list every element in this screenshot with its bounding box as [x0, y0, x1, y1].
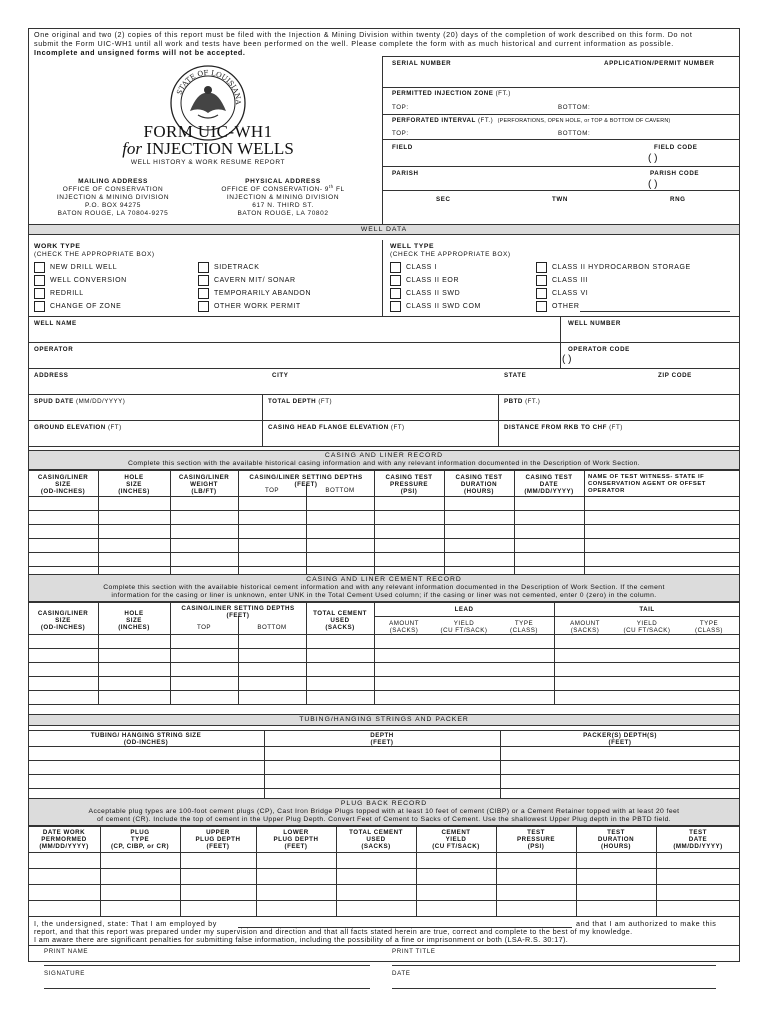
- hdr-unit: (FEET): [226, 612, 250, 620]
- class-ii-swd-com-label: CLASS II SWD COM: [406, 303, 481, 310]
- cert-line-1b: and that I am authorized to make this: [576, 919, 717, 928]
- cement-col-bottom: BOTTOM: [257, 624, 287, 631]
- physical-line-4: BATON ROUGE, LA 70802: [237, 210, 329, 217]
- hdr-text: PLUG DEPTH: [273, 836, 319, 844]
- signature-input[interactable]: [44, 988, 370, 989]
- mailing-line-4: BATON ROUGE, LA 70804-9275: [57, 210, 169, 217]
- class-ii-hydrocarbon-checkbox[interactable]: [536, 262, 547, 273]
- permitted-bottom-label: BOTTOM:: [558, 104, 591, 111]
- flange-elevation-unit: (FT): [390, 424, 405, 431]
- zip-label: ZIP CODE: [658, 372, 692, 379]
- date-label: DATE: [392, 970, 411, 977]
- parish-code-label: PARISH CODE: [650, 170, 700, 177]
- work-well-divider: [382, 240, 383, 316]
- state-label: STATE: [504, 372, 527, 379]
- rule: [382, 139, 740, 140]
- print-name-label: PRINT NAME: [44, 948, 89, 955]
- hdr-text: USED: [330, 617, 350, 625]
- hdr-text: SIZE: [55, 617, 71, 625]
- plug-title: PLUG BACK RECORD: [340, 800, 428, 807]
- casing-table: [28, 470, 740, 576]
- cavern-mit-checkbox[interactable]: [198, 275, 209, 286]
- casing-col-witness: [588, 474, 738, 494]
- hdr-unit: (FEET): [370, 739, 394, 747]
- signature-label: SIGNATURE: [44, 970, 86, 977]
- temporarily-abandon-label: TEMPORARILY ABANDON: [214, 290, 312, 297]
- tail-type: [678, 620, 740, 634]
- form-caption: WELL HISTORY & WORK RESUME REPORT: [130, 159, 286, 166]
- field-label: FIELD: [392, 144, 413, 151]
- cement-table: [28, 602, 740, 716]
- physical-line-3: 617 N. THIRD ST.: [252, 202, 314, 209]
- rule: [28, 446, 740, 447]
- cement-title: CASING AND LINER CEMENT RECORD: [306, 576, 462, 583]
- hdr-text: PRESSURE: [389, 481, 429, 489]
- total-depth-label: [268, 398, 332, 405]
- well-conversion-checkbox[interactable]: [34, 275, 45, 286]
- class-iii-label: CLASS III: [552, 277, 589, 284]
- mailing-line-3: P.O. BOX 94275: [85, 202, 141, 209]
- cement-col-total: [306, 610, 374, 631]
- casing-col-bottom: BOTTOM: [325, 487, 355, 494]
- casing-col-weight: [170, 474, 238, 495]
- tubing-table: [28, 730, 740, 800]
- lead-type: [494, 620, 554, 634]
- spud-date-unit: (MM/DD/YYYY): [76, 398, 126, 405]
- tubing-col-depth: [264, 732, 500, 746]
- cert-line-1a: I, the undersigned, state: That I am employed by: [34, 919, 217, 928]
- hdr-text: TEST: [527, 829, 545, 836]
- class-vi-label: CLASS VI: [552, 290, 589, 297]
- cement-note-1: Complete this section with the available historical cement information and with any relevant information documented in the Description of Work Section. If the cement: [103, 584, 665, 591]
- cavern-mit-label: CAVERN MIT/ SONAR: [214, 277, 296, 284]
- physical-line-1-sup: th: [328, 184, 334, 189]
- hdr-unit: (CU FT/SACK): [432, 843, 480, 851]
- tubing-col-size: [28, 732, 264, 746]
- hdr-unit: (INCHES): [118, 624, 150, 632]
- form-subtitle-for: for: [122, 139, 143, 158]
- perforated-label: [392, 117, 670, 124]
- hdr-unit: (PSI): [527, 843, 545, 851]
- print-title-label: PRINT TITLE: [392, 948, 436, 955]
- class-i-checkbox[interactable]: [390, 262, 401, 273]
- hdr-text: OPERATOR: [588, 487, 625, 494]
- plug-col-date: [28, 829, 100, 850]
- cert-line-2: report, and that this report was prepared under my supervision and direction and that all facts stated herein are true, correct and complete to the best of my knowledge.: [34, 927, 633, 936]
- hdr-unit: (FEET): [206, 843, 230, 851]
- twn-label: TWN: [552, 196, 568, 203]
- hdr-text: CASING/LINER: [178, 474, 230, 481]
- hdr-unit: (LB/FT): [191, 488, 217, 496]
- ground-elevation-text: GROUND ELEVATION: [34, 424, 106, 431]
- hdr-text: CONSERVATION AGENT OR OFFSET: [588, 480, 706, 487]
- cement-col-depths: [170, 605, 306, 619]
- pbtd-label: [504, 398, 540, 405]
- flange-elevation-text: CASING HEAD FLANGE ELEVATION: [268, 424, 389, 431]
- hdr-unit: (FEET): [608, 739, 632, 747]
- rkb-distance-unit: (FT): [609, 424, 623, 431]
- class-i-label: CLASS I: [406, 264, 438, 271]
- address-label: ADDRESS: [34, 372, 69, 379]
- temporarily-abandon-checkbox[interactable]: [198, 288, 209, 299]
- serial-number-input[interactable]: [383, 68, 739, 86]
- hdr-unit: (OD-INCHES): [123, 739, 169, 747]
- plug-col-duration: [576, 829, 656, 850]
- physical-heading: PHYSICAL ADDRESS: [245, 178, 321, 185]
- mailing-heading: MAILING ADDRESS: [78, 178, 148, 185]
- other-well-type-label: OTHER: [552, 303, 580, 310]
- class-ii-eor-label: CLASS II EOR: [406, 277, 460, 284]
- ground-elevation-unit: (FT): [107, 424, 122, 431]
- well-type-sub: (CHECK THE APPROPRIATE BOX): [390, 251, 511, 258]
- plug-col-cement: [336, 829, 416, 850]
- plug-table: [28, 826, 740, 916]
- intro-line-2: submit the Form UIC-WH1 until all work and tests have been performed on the well. Please complete the form with as much historical and current information as possible.: [34, 39, 674, 48]
- sec-label: SEC: [436, 196, 451, 203]
- casing-col-top: TOP: [264, 487, 280, 494]
- intro-line-1: One original and two (2) copies of this report must be filed with the Injection & Mining Division within twenty (20) days of the completion of work described on this form. Do not: [34, 30, 693, 39]
- cement-col-hole: [98, 610, 170, 631]
- spud-date-label: [34, 398, 125, 405]
- permit-number-label: APPLICATION/PERMIT NUMBER: [604, 60, 715, 67]
- plug-note-2: of cement (CR). Include the top of cement in the Upper Plug Depth. Convert Feet of Cement to Sacks of Cement. Use the shallowest Upper Plug depth in the PBTD field.: [96, 816, 672, 823]
- perforated-bottom-label: BOTTOM:: [558, 130, 591, 137]
- pbtd-unit: (FT.): [525, 398, 541, 405]
- perforated-text: PERFORATED INTERVAL: [392, 117, 476, 124]
- sub-unit: (CU FT/SACK): [440, 627, 488, 635]
- hdr-text: SIZE: [55, 481, 71, 489]
- hdr-text: HOLE: [124, 610, 144, 617]
- hdr-text: PLUG: [130, 829, 150, 836]
- permitted-zone-unit: (FT.): [495, 90, 511, 97]
- work-type-label: WORK TYPE: [34, 243, 81, 250]
- class-ii-swd-label: CLASS II SWD: [406, 290, 461, 297]
- rkb-distance-label: [504, 424, 623, 431]
- hdr-text: PERMORMED: [41, 836, 87, 844]
- hdr-text: CASING TEST: [385, 474, 433, 481]
- rule: [28, 945, 740, 946]
- hdr-text: TOTAL CEMENT: [313, 610, 367, 617]
- intro-line-3: Incomplete and unsigned forms will not be accepted.: [34, 48, 246, 57]
- permitted-top-label: TOP:: [392, 104, 409, 111]
- redrill-label: REDRILL: [50, 290, 84, 297]
- hdr-text: HOLE: [124, 474, 144, 481]
- hdr-unit: (FEET): [294, 481, 318, 489]
- sub-unit: (SACKS): [570, 627, 600, 635]
- flange-elevation-label: [268, 424, 405, 431]
- total-depth-text: TOTAL DEPTH: [268, 398, 317, 405]
- cement-col-top: TOP: [196, 624, 212, 631]
- hdr-text: SIZE: [126, 617, 142, 625]
- casing-col-duration: [444, 474, 514, 495]
- change-of-zone-checkbox[interactable]: [34, 301, 45, 312]
- hdr-text: PRESSURE: [516, 836, 556, 844]
- lead-amount: [374, 620, 434, 634]
- tubing-col-packer: [500, 732, 740, 746]
- permitted-zone-label: [392, 90, 511, 97]
- print-name-input[interactable]: [44, 965, 370, 966]
- hdr-unit: (INCHES): [118, 488, 150, 496]
- new-drill-well-checkbox[interactable]: [34, 262, 45, 273]
- operator-code-paren[interactable]: ( ): [562, 354, 572, 365]
- casing-col-hole: [98, 474, 170, 495]
- rule: [382, 190, 740, 191]
- physical-line-1-end: FL: [333, 186, 345, 194]
- col-divider: [560, 342, 561, 368]
- hdr-text: DEPTH: [370, 732, 394, 739]
- plug-col-lower: [256, 829, 336, 850]
- new-drill-well-label: NEW DRILL WELL: [50, 264, 118, 271]
- well-data-title: WELL DATA: [360, 226, 408, 233]
- other-well-type-checkbox[interactable]: [536, 301, 547, 312]
- plug-note-1: Acceptable plug types are 100-foot cement plugs (CP), Cast Iron Bridge Plugs topped with at least 10 feet of cement (CIBP) or a Cement Retainer topped with at least 20 feet: [88, 808, 680, 815]
- total-depth-unit: (FT): [318, 398, 333, 405]
- plug-col-date2: [656, 829, 740, 850]
- hdr-text: CASING TEST: [455, 474, 503, 481]
- field-code-label: FIELD CODE: [654, 144, 698, 151]
- sub-unit: (CLASS): [510, 627, 538, 635]
- sidetrack-label: SIDETRACK: [214, 264, 260, 271]
- sub-text: YIELD: [453, 620, 475, 627]
- hdr-text: TOTAL CEMENT: [349, 829, 403, 836]
- plug-col-upper: [180, 829, 256, 850]
- well-name-label: WELL NAME: [34, 320, 77, 327]
- tail-amount: [554, 620, 616, 634]
- casing-note: Complete this section with the available historical casing information and with any relevant information documented in the Description of Work Section.: [127, 460, 641, 467]
- rule: [382, 56, 740, 57]
- rule: [28, 394, 740, 395]
- field-code-paren[interactable]: ( ): [648, 153, 658, 164]
- physical-line-2: INJECTION & MINING DIVISION: [226, 194, 340, 201]
- cert-line-3: I am aware there are significant penalties for submitting false information, including the possibility of a fine or imprisonment or both (LSA-R.S. 30:17).: [34, 935, 569, 944]
- form-subtitle-main: INJECTION WELLS: [146, 139, 294, 158]
- operator-code-label: OPERATOR CODE: [568, 346, 630, 353]
- well-type-label: WELL TYPE: [390, 243, 435, 250]
- cement-col-tail: TAIL: [639, 606, 655, 613]
- hdr-unit: (HOURS): [464, 488, 494, 496]
- hdr-unit: (MM/DD/YYYY): [673, 843, 723, 851]
- parish-label: PARISH: [392, 170, 419, 177]
- hdr-text: NAME OF TEST WITNESS- STATE IF: [588, 474, 705, 480]
- hdr-text: DURATION: [597, 836, 635, 844]
- city-label: CITY: [272, 372, 289, 379]
- hdr-text: CASING/LINER SETTING DEPTHS: [181, 605, 295, 612]
- print-title-input[interactable]: [392, 965, 716, 966]
- sub-text: AMOUNT: [389, 620, 419, 627]
- hdr-unit: (FEET): [284, 843, 308, 851]
- hdr-unit: (OD-INCHES): [40, 488, 86, 496]
- sub-text: AMOUNT: [570, 620, 600, 627]
- rng-label: RNG: [670, 196, 686, 203]
- hdr-unit: (SACKS): [325, 624, 355, 632]
- svg-text:STATE OF LOUISIANA: STATE OF LOUISIANA: [175, 68, 243, 105]
- well-number-label: WELL NUMBER: [568, 320, 621, 327]
- pbtd-text: PBTD: [504, 398, 523, 405]
- class-ii-swd-com-checkbox[interactable]: [390, 301, 401, 312]
- hdr-text: DURATION: [460, 481, 498, 489]
- operator-label: OPERATOR: [34, 346, 74, 353]
- sub-text: TYPE: [699, 620, 719, 627]
- lead-yield: [434, 620, 494, 634]
- rule: [382, 87, 740, 88]
- hdr-text: TUBING/ HANGING STRING SIZE: [90, 732, 202, 739]
- date-input[interactable]: [392, 988, 716, 989]
- casing-title: CASING AND LINER RECORD: [324, 452, 444, 459]
- hdr-text: LOWER: [283, 829, 309, 836]
- rule: [28, 316, 740, 317]
- hdr-unit: (SACKS): [361, 843, 391, 851]
- hdr-text: DATE WORK: [42, 829, 86, 836]
- sub-unit: (CU FT/SACK): [623, 627, 671, 635]
- hdr-text: CASING/LINER: [37, 474, 89, 481]
- hdr-text: CASING/LINER: [37, 610, 89, 617]
- hdr-unit: (MM/DD/YYYY): [39, 843, 89, 851]
- hdr-unit: (OD-INCHES): [40, 624, 86, 632]
- other-work-permit-checkbox[interactable]: [198, 301, 209, 312]
- rule: [28, 420, 740, 421]
- class-vi-checkbox[interactable]: [536, 288, 547, 299]
- change-of-zone-label: CHANGE OF ZONE: [50, 303, 122, 310]
- sub-unit: (CLASS): [695, 627, 723, 635]
- hdr-unit: (CP, CIBP, or CR): [110, 843, 170, 851]
- hdr-text: SIZE: [126, 481, 142, 489]
- sidetrack-checkbox[interactable]: [198, 262, 209, 273]
- rule: [382, 166, 740, 167]
- hdr-text: PLUG DEPTH: [195, 836, 241, 844]
- col-divider: [560, 316, 561, 342]
- mailing-line-1: OFFICE OF CONSERVATION: [62, 186, 164, 193]
- hdr-text: UPPER: [206, 829, 230, 836]
- cement-col-lead: LEAD: [454, 606, 474, 613]
- plug-col-pressure: [496, 829, 576, 850]
- casing-col-pressure: [374, 474, 444, 495]
- hdr-text: DATE: [688, 836, 708, 844]
- mailing-line-2: INJECTION & MINING DIVISION: [56, 194, 170, 201]
- hdr-text: TEST: [607, 829, 625, 836]
- other-work-permit-label: OTHER WORK PERMIT: [214, 303, 301, 310]
- tail-yield: [616, 620, 678, 634]
- cement-note-2: information for the casing or liner is unknown, enter UNK in the Total Cement Used column; if the casing or liner was not cemented, enter 0 (zero) in the column.: [111, 592, 657, 599]
- hdr-text: CEMENT: [441, 829, 471, 836]
- other-well-type-line: [580, 311, 730, 312]
- casing-col-size: [28, 474, 98, 495]
- perforated-note: (PERFORATIONS, OPEN HOLE, or TOP & BOTTOM OF CAVERN): [497, 118, 671, 124]
- plug-col-type: [100, 829, 180, 850]
- hdr-text: TEST: [689, 829, 707, 836]
- rule: [382, 114, 740, 115]
- rule: [28, 368, 740, 369]
- physical-line-1: [208, 184, 358, 193]
- hdr-text: PACKER(S) DEPTH(S): [583, 732, 657, 739]
- plug-col-yield: [416, 829, 496, 850]
- form-subtitle: [108, 139, 308, 159]
- hdr-text: USED: [366, 836, 386, 844]
- hdr-text: WEIGHT: [190, 481, 218, 489]
- hdr-text: CASING TEST: [525, 474, 573, 481]
- class-ii-swd-checkbox[interactable]: [390, 288, 401, 299]
- cement-col-size: [28, 610, 98, 631]
- redrill-checkbox[interactable]: [34, 288, 45, 299]
- hdr-unit: (HOURS): [601, 843, 631, 851]
- permitted-zone-text: PERMITTED INJECTION ZONE: [392, 90, 494, 97]
- hdr-unit: (PSI): [400, 488, 418, 496]
- sub-unit: (SACKS): [389, 627, 419, 635]
- hdr-text: CASING/LINER SETTING DEPTHS: [249, 474, 363, 481]
- spud-date-text: SPUD DATE: [34, 398, 74, 405]
- class-ii-hydrocarbon-label: CLASS II HYDROCARBON STORAGE: [552, 264, 691, 271]
- physical-line-1-text: OFFICE OF CONSERVATION- 9: [221, 186, 329, 194]
- well-conversion-label: WELL CONVERSION: [50, 277, 127, 284]
- rule: [28, 342, 740, 343]
- sub-text: YIELD: [636, 620, 658, 627]
- form-page: [28, 28, 740, 993]
- work-type-sub: (CHECK THE APPROPRIATE BOX): [34, 251, 155, 258]
- hdr-text: YIELD: [445, 836, 467, 844]
- tubing-title: TUBING/HANGING STRINGS AND PACKER: [299, 716, 469, 723]
- class-iii-checkbox[interactable]: [536, 275, 547, 286]
- form-title: FORM UIC-WH1: [143, 122, 273, 141]
- class-ii-eor-checkbox[interactable]: [390, 275, 401, 286]
- perforated-top-label: TOP:: [392, 130, 409, 137]
- hdr-text: DATE: [539, 481, 559, 489]
- rkb-distance-text: DISTANCE FROM RKB TO CHF: [504, 424, 607, 431]
- hdr-text: TYPE: [130, 836, 150, 844]
- ground-elevation-label: [34, 424, 122, 431]
- casing-col-date: [514, 474, 584, 495]
- sub-text: TYPE: [514, 620, 534, 627]
- parish-code-paren[interactable]: ( ): [648, 179, 658, 190]
- serial-number-label: SERIAL NUMBER: [392, 60, 452, 67]
- perforated-unit: (FT.): [478, 117, 494, 124]
- hdr-unit: (MM/DD/YYYY): [524, 488, 574, 496]
